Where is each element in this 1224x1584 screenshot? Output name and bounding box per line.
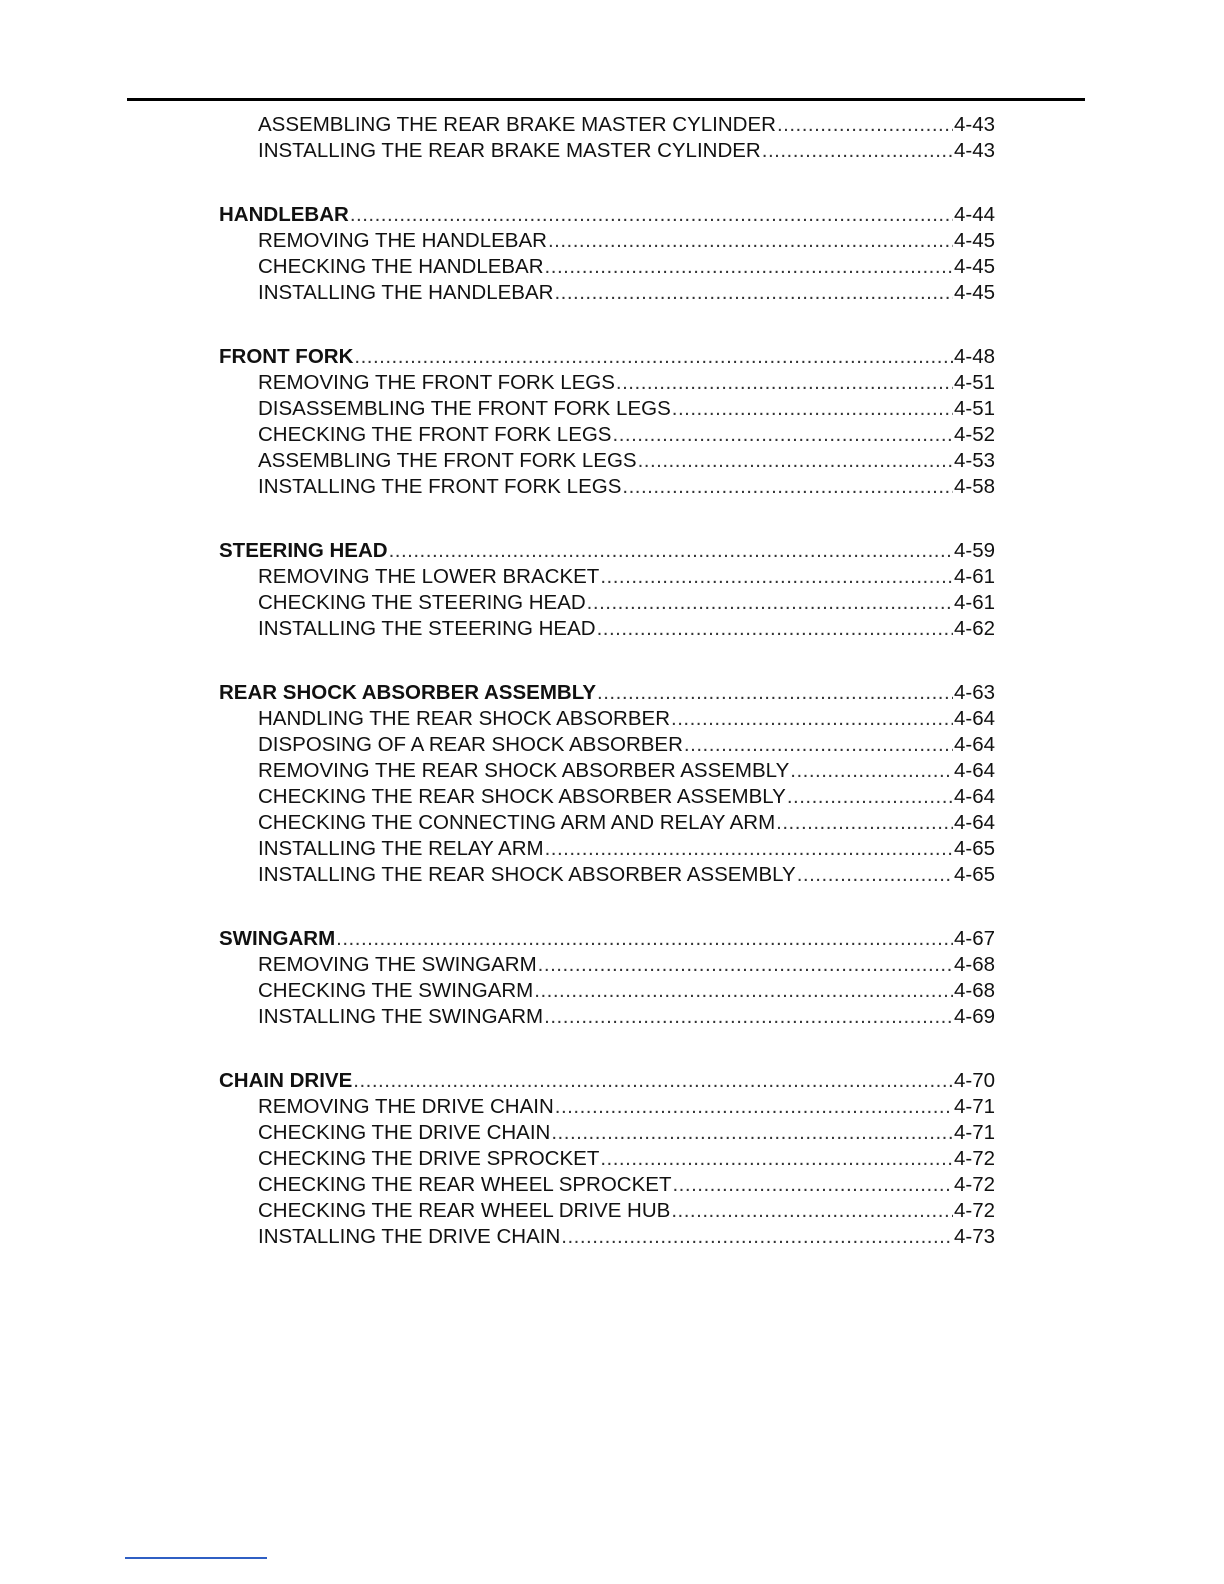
toc-page-number: 4-59 <box>953 539 995 562</box>
dot-leader <box>336 926 953 952</box>
toc-entry-label: REMOVING THE REAR SHOCK ABSORBER ASSEMBLY <box>258 759 790 782</box>
footer-link-rule <box>125 1557 267 1559</box>
toc-page-number: 4-68 <box>953 953 995 976</box>
dot-leader <box>350 202 953 228</box>
table-of-contents <box>219 112 995 1288</box>
toc-section-heading[interactable] <box>219 680 995 706</box>
dot-leader <box>554 280 953 306</box>
dot-leader <box>353 1068 953 1094</box>
dot-leader <box>777 112 953 138</box>
toc-entry-label: INSTALLING THE FRONT FORK LEGS <box>258 475 622 498</box>
toc-entry-label: CHECKING THE HANDLEBAR <box>258 255 544 278</box>
toc-entry-label: REMOVING THE LOWER BRACKET <box>258 565 600 588</box>
toc-entry-label: CHECKING THE DRIVE CHAIN <box>258 1121 551 1144</box>
toc-page-number: 4-70 <box>953 1069 995 1092</box>
toc-entry-label: CHECKING THE CONNECTING ARM AND RELAY ARM <box>258 811 776 834</box>
toc-entry-label: CHECKING THE REAR WHEEL DRIVE HUB <box>258 1199 671 1222</box>
toc-section <box>219 680 995 888</box>
dot-leader <box>672 396 953 422</box>
toc-page-number: 4-48 <box>953 345 995 368</box>
toc-entry-label: INSTALLING THE REAR BRAKE MASTER CYLINDER <box>258 139 761 162</box>
toc-subentry[interactable] <box>219 862 995 888</box>
toc-section-heading[interactable] <box>219 1068 995 1094</box>
toc-page-number: 4-62 <box>953 617 995 640</box>
header-rule <box>127 98 1085 101</box>
dot-leader <box>548 228 953 254</box>
dot-leader <box>551 1120 953 1146</box>
toc-entry-label: CHECKING THE FRONT FORK LEGS <box>258 423 612 446</box>
toc-section-title: HANDLEBAR <box>219 203 349 226</box>
toc-page-number: 4-65 <box>953 863 995 886</box>
toc-subentry[interactable] <box>219 1198 995 1224</box>
dot-leader <box>597 616 953 642</box>
toc-page-number: 4-45 <box>953 229 995 252</box>
toc-page-number: 4-65 <box>953 837 995 860</box>
toc-entry-label: CHECKING THE REAR WHEEL SPROCKET <box>258 1173 672 1196</box>
dot-leader <box>538 952 953 978</box>
toc-subentry[interactable] <box>219 810 995 836</box>
toc-entry-label: INSTALLING THE STEERING HEAD <box>258 617 596 640</box>
toc-page-number: 4-63 <box>953 681 995 704</box>
toc-subentry[interactable] <box>219 616 995 642</box>
dot-leader <box>684 732 953 758</box>
toc-entry-label: ASSEMBLING THE REAR BRAKE MASTER CYLINDER <box>258 113 776 136</box>
toc-section-heading[interactable] <box>219 926 995 952</box>
toc-entry-label: INSTALLING THE REAR SHOCK ABSORBER ASSEMBLY <box>258 863 796 886</box>
toc-subentry[interactable] <box>219 732 995 758</box>
toc-entry-label: ASSEMBLING THE FRONT FORK LEGS <box>258 449 637 472</box>
toc-subentry[interactable] <box>219 836 995 862</box>
toc-section <box>219 202 995 306</box>
toc-entry-label: REMOVING THE DRIVE CHAIN <box>258 1095 554 1118</box>
toc-page-number: 4-72 <box>953 1147 995 1170</box>
toc-subentry[interactable] <box>219 1120 995 1146</box>
toc-subentry[interactable] <box>219 254 995 280</box>
toc-page-number: 4-72 <box>953 1199 995 1222</box>
dot-leader <box>545 254 953 280</box>
dot-leader <box>534 978 953 1004</box>
toc-subentry[interactable] <box>219 706 995 732</box>
toc-page-number: 4-61 <box>953 591 995 614</box>
dot-leader <box>787 784 953 810</box>
toc-section <box>219 1068 995 1250</box>
toc-section <box>219 538 995 642</box>
toc-subentry[interactable] <box>219 1146 995 1172</box>
toc-subentry[interactable] <box>219 978 995 1004</box>
toc-subentry[interactable] <box>219 280 995 306</box>
toc-section-heading[interactable] <box>219 344 995 370</box>
toc-sections <box>219 202 995 1250</box>
dot-leader <box>672 1172 952 1198</box>
toc-page-number: 4-71 <box>953 1095 995 1118</box>
dot-leader <box>790 758 953 784</box>
toc-page-number: 4-52 <box>953 423 995 446</box>
dot-leader <box>587 590 953 616</box>
toc-page-number: 4-45 <box>953 281 995 304</box>
toc-page-number: 4-44 <box>953 203 995 226</box>
dot-leader <box>389 538 953 564</box>
toc-subentry[interactable] <box>219 138 995 164</box>
toc-section-continuation <box>219 112 995 164</box>
dot-leader <box>545 836 953 862</box>
toc-page-number: 4-51 <box>953 397 995 420</box>
dot-leader <box>762 138 953 164</box>
toc-entry-label: HANDLING THE REAR SHOCK ABSORBER <box>258 707 670 730</box>
dot-leader <box>597 680 953 706</box>
toc-page-number: 4-69 <box>953 1005 995 1028</box>
toc-subentry[interactable] <box>219 228 995 254</box>
toc-page-number: 4-73 <box>953 1225 995 1248</box>
dot-leader <box>561 1224 953 1250</box>
toc-entry-label: CHECKING THE STEERING HEAD <box>258 591 586 614</box>
toc-page-number: 4-71 <box>953 1121 995 1144</box>
toc-section-heading[interactable] <box>219 538 995 564</box>
toc-page-number: 4-43 <box>953 139 995 162</box>
toc-page-number: 4-58 <box>953 475 995 498</box>
toc-subentry[interactable] <box>219 474 995 500</box>
dot-leader <box>638 448 953 474</box>
dot-leader <box>555 1094 953 1120</box>
dot-leader <box>622 474 953 500</box>
toc-page-number: 4-64 <box>953 733 995 756</box>
toc-page-number: 4-64 <box>953 811 995 834</box>
toc-page-number: 4-64 <box>953 707 995 730</box>
toc-subentry[interactable] <box>219 112 995 138</box>
toc-entry-label: REMOVING THE HANDLEBAR <box>258 229 547 252</box>
toc-subentry[interactable] <box>219 1224 995 1250</box>
dot-leader <box>600 564 953 590</box>
toc-page-number: 4-64 <box>953 759 995 782</box>
toc-entry-label: CHECKING THE SWINGARM <box>258 979 534 1002</box>
toc-subentry[interactable] <box>219 590 995 616</box>
toc-section-title: FRONT FORK <box>219 345 354 368</box>
toc-entry-label: CHECKING THE REAR SHOCK ABSORBER ASSEMBLY <box>258 785 786 808</box>
toc-entry-label: INSTALLING THE DRIVE CHAIN <box>258 1225 561 1248</box>
toc-entry-label: REMOVING THE SWINGARM <box>258 953 537 976</box>
toc-subentry[interactable] <box>219 564 995 590</box>
toc-entry-label: CHECKING THE DRIVE SPROCKET <box>258 1147 600 1170</box>
toc-section-title: CHAIN DRIVE <box>219 1069 353 1092</box>
toc-page-number: 4-67 <box>953 927 995 950</box>
toc-page-number: 4-43 <box>953 113 995 136</box>
dot-leader <box>776 810 953 836</box>
toc-subentry[interactable] <box>219 952 995 978</box>
toc-page-number: 4-45 <box>953 255 995 278</box>
toc-section <box>219 344 995 500</box>
toc-page-number: 4-53 <box>953 449 995 472</box>
toc-subentry[interactable] <box>219 422 995 448</box>
toc-entry-label: INSTALLING THE SWINGARM <box>258 1005 544 1028</box>
toc-section-title: STEERING HEAD <box>219 539 388 562</box>
toc-entry-label: INSTALLING THE HANDLEBAR <box>258 281 554 304</box>
dot-leader <box>797 862 953 888</box>
toc-entry-label: INSTALLING THE RELAY ARM <box>258 837 544 860</box>
dot-leader <box>354 344 953 370</box>
toc-subentry[interactable] <box>219 370 995 396</box>
dot-leader <box>616 370 953 396</box>
toc-section <box>219 926 995 1030</box>
toc-page-number: 4-61 <box>953 565 995 588</box>
toc-entry-label: DISPOSING OF A REAR SHOCK ABSORBER <box>258 733 683 756</box>
toc-entry-label: REMOVING THE FRONT FORK LEGS <box>258 371 615 394</box>
toc-subentry[interactable] <box>219 1172 995 1198</box>
toc-page-number: 4-51 <box>953 371 995 394</box>
toc-section-heading[interactable] <box>219 202 995 228</box>
dot-leader <box>600 1146 953 1172</box>
toc-subentry[interactable] <box>219 784 995 810</box>
dot-leader <box>671 1198 953 1224</box>
toc-page-number: 4-64 <box>953 785 995 808</box>
toc-subentry[interactable] <box>219 758 995 784</box>
toc-subentry[interactable] <box>219 1004 995 1030</box>
toc-section-title: SWINGARM <box>219 927 336 950</box>
dot-leader <box>544 1004 953 1030</box>
dot-leader <box>671 706 953 732</box>
toc-page-number: 4-68 <box>953 979 995 1002</box>
toc-entry-label: DISASSEMBLING THE FRONT FORK LEGS <box>258 397 671 420</box>
toc-subentry[interactable] <box>219 396 995 422</box>
toc-page-number: 4-72 <box>953 1173 995 1196</box>
toc-subentry[interactable] <box>219 1094 995 1120</box>
toc-subentry[interactable] <box>219 448 995 474</box>
dot-leader <box>613 422 953 448</box>
toc-section-title: REAR SHOCK ABSORBER ASSEMBLY <box>219 681 597 704</box>
